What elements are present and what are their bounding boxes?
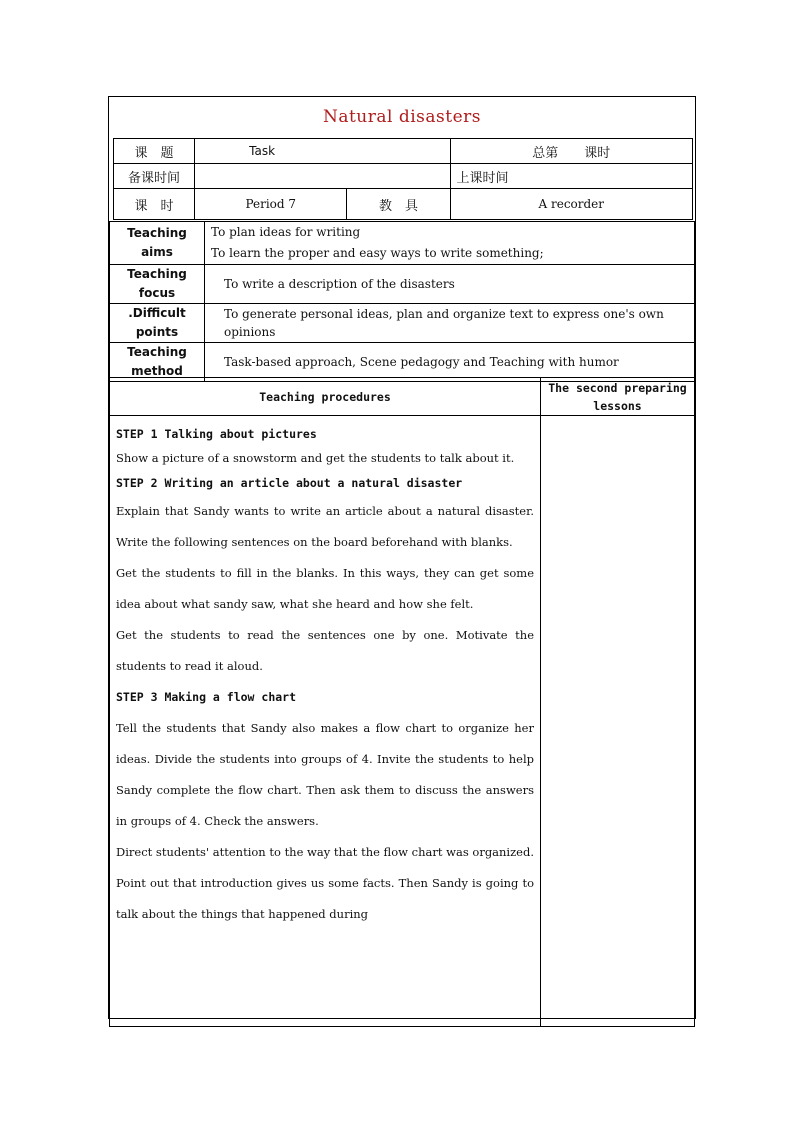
tools-label: 教 具 [347,189,450,220]
period-value: Period 7 [195,189,347,220]
tools-value: A recorder [450,189,692,220]
step3-title: STEP 3 Making a flow chart [116,690,297,704]
procedures-header: Teaching procedures [110,378,541,416]
aims-line-2: To learn the proper and easy ways to write something; [211,246,544,260]
document-title: Natural disasters [322,107,482,127]
difficult-value: To generate personal ideas, plan and organize text to express one's own opinions [205,304,695,343]
prep-time-value [195,164,450,189]
aims-value [205,222,695,265]
step2-paragraph-1: Explain that Sandy wants to write an article about a natural disaster. Write the following sentences on the board beforehand with blanks. [116,504,534,549]
difficult-label: .Difficult points [110,304,205,343]
topic-value: Task [195,139,450,164]
class-time-label: 上课时间 [450,164,692,189]
step1-title: STEP 1 Talking about pictures [116,427,317,441]
method-value: Task-based approach, Scene pedagogy and Teaching with humor [205,343,695,382]
procedures-body [110,416,541,1027]
aims-label: Teaching aims [110,222,205,265]
total-lessons-label: 总第 课时 [450,139,692,164]
prep-time-label: 备课时间 [114,164,195,189]
info-table [113,138,693,220]
second-preparing-notes [541,416,695,1027]
procedures-table [109,377,695,1027]
focus-value: To write a description of the disasters [205,265,695,304]
step3-paragraph-2: Direct students' attention to the way that the flow chart was organized. Point out that introduction gives us some facts. Then Sandy is going to talk about the things that happened during [116,845,534,921]
step2-title: STEP 2 Writing an article about a natural disaster [116,476,463,490]
step2-paragraph-3: Get the students to read the sentences one by one. Motivate the students to read it aloud. [116,628,534,673]
method-label: Teaching method [110,343,205,382]
step2-paragraph-2: Get the students to fill in the blanks. In this ways, they can get some idea about what sandy saw, what she heard and how she felt. [116,566,534,611]
step1-paragraph: Show a picture of a snowstorm and get the students to talk about it. [116,451,515,465]
aims-line-1: To plan ideas for writing [211,225,361,239]
step3-paragraph-1: Tell the students that Sandy also makes a flow chart to organize her ideas. Divide the students into groups of 4. Invite the students to help Sandy complete the flow chart. Then ask them to discuss the answers in groups of 4. Check the answers. [116,721,534,828]
focus-label: Teaching focus [110,265,205,304]
topic-label: 课 题 [114,139,195,164]
second-preparing-header: The second preparing lessons [541,378,695,416]
lesson-plan-frame [108,96,696,1019]
period-label: 课 时 [114,189,195,220]
objectives-table [109,221,695,382]
